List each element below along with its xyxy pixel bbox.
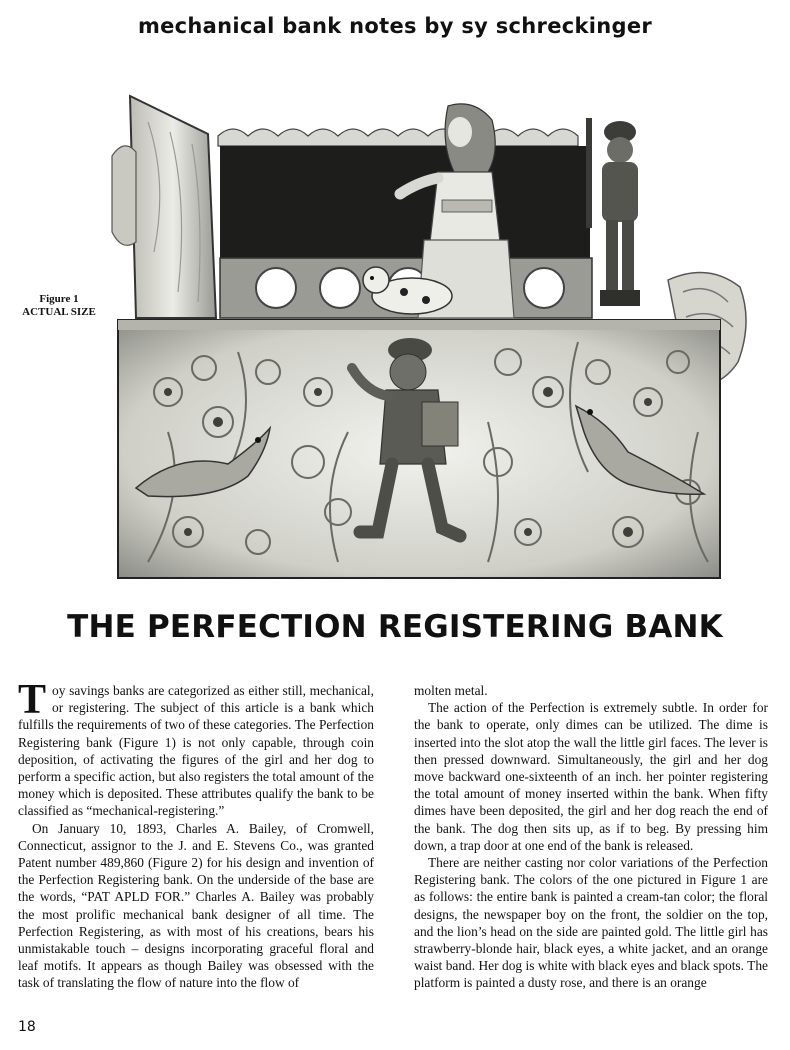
bank-photo (108, 92, 753, 582)
column-title: mechanical bank notes by sy schreckinger (137, 14, 653, 38)
article-paragraph: On January 10, 1893, Charles A. Bailey, of Cromwell, Connecticut, assignor to the J. and E. Stevens Co., was granted Patent number 489,860 (Figure 2) for his design and invention of the Perfection Registering bank. On the underside of the base are the words, “PAT APLD FOR.” Charles A. Bailey was probably the most prolific mechanical bank designer of all time. The Perfection Registering, as with most of his creations, bears his unmistakable touch – designs incorporating graceful floral and leaf motifs. It appears as though Bailey was obsessed with the task of translating the flow of nature into the flow of (18, 820, 374, 991)
drop-cap: T (18, 677, 47, 723)
paragraph-text: oy savings banks are categorized as either still, mechanical, or registering. The subject of this article is a bank which fulfills the requirements of two of these categories. The Perfection Registering bank (Figure 1) is not only capable, through coin deposition, of activating the figures of the girl and her dog to perform a specific action, but also registers the total amount of the money which is deposited. These attributes qualify the bank to be classified as “mechanical-registering.” (18, 683, 374, 819)
figure-label: Figure 1 (39, 293, 79, 305)
figure-caption (14, 293, 104, 319)
article-paragraph: There are neither casting nor color variations of the Perfection Registering bank. The colors of the one pictured in Figure 1 are as follows: the entire bank is painted a cream-tan color; the floral designs, the newspaper boy on the front, the soldier on the top, and the lion’s head on the side are painted gold. The little girl has strawberry-blonde hair, black eyes, a white jacket, and an orange waist band. Her dog is white with black eyes and black spots. The platform is painted a dusty rose, and there is an orange (414, 855, 768, 991)
article-title: THE PERFECTION REGISTERING BANK (67, 609, 723, 645)
article-left-column (18, 677, 374, 992)
article-paragraph: molten metal. (414, 683, 488, 698)
article-paragraph (18, 677, 374, 820)
figure-size-note: ACTUAL SIZE (22, 306, 96, 318)
article-right-column (414, 682, 768, 992)
page-number: 18 (18, 1019, 36, 1035)
article-paragraph: The action of the Perfection is extremely subtle. In order for the bank to operate, only dimes can be utilized. The dime is inserted into the slot atop the wall the little girl faces. The lever is then pressed downward. Simultaneously, the girl and her dog move backward one-sixteenth of an inch. her pointer registering the total amount of money inserted within the bank. When fifty dimes have been deposited, the girl and her dog reach the end of the bank. The dog then sits up, as if to beg. By pressing him down, a trap door at one end of the bank is released. (414, 700, 768, 853)
